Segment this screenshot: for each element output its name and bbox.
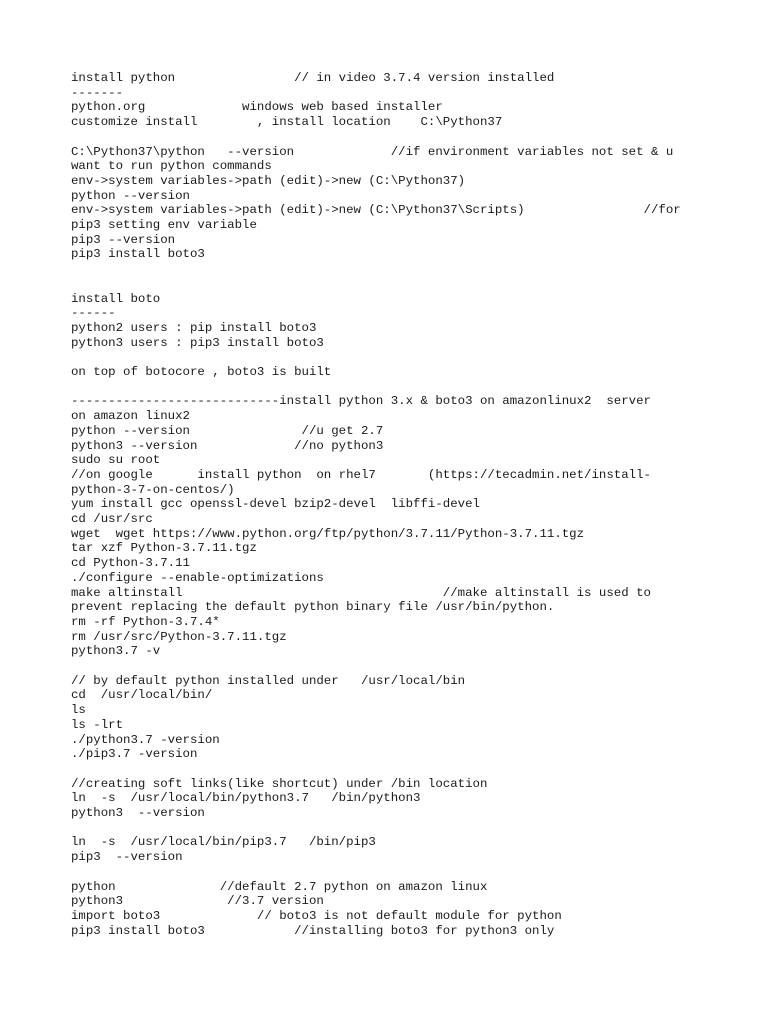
text-line: ----------------------------install python 3.x & boto3 on amazonlinux2 server <box>71 394 651 409</box>
text-line: ./python3.7 -version <box>71 732 220 747</box>
text-line: C:\Python37\python --version //if environment variables not set & u <box>71 144 674 159</box>
text-line: //on google install python on rhel7 (https://tecadmin.net/install- <box>71 467 651 482</box>
text-line: tar xzf Python-3.7.11.tgz <box>71 541 257 556</box>
text-line: wget wget https://www.python.org/ftp/python/3.7.11/Python-3.7.11.tgz <box>71 526 585 541</box>
text-line: ls -lrt <box>71 717 124 732</box>
text-line: python --version //u get 2.7 <box>71 423 384 438</box>
text-line: pip3 --version <box>71 850 183 865</box>
text-line: python.org windows web based installer <box>71 100 443 115</box>
text-line: pip3 setting env variable <box>71 218 257 233</box>
text-line: cd Python-3.7.11 <box>71 556 190 571</box>
text-line: ln -s /usr/local/bin/pip3.7 /bin/pip3 <box>71 835 376 850</box>
text-line: make altinstall //make altinstall is used to <box>71 585 651 600</box>
text-line: python3 --version //no python3 <box>71 438 384 453</box>
text-line: python2 users : pip install boto3 <box>71 320 317 335</box>
blank-line <box>71 277 711 292</box>
text-line: ./configure --enable-optimizations <box>71 570 324 585</box>
text-line: on amazon linux2 <box>71 409 190 424</box>
text-line: install python // in video 3.7.4 version installed <box>71 71 555 85</box>
text-line: python //default 2.7 python on amazon linux <box>71 879 488 894</box>
blank-line <box>71 821 711 836</box>
text-line: ------ <box>71 306 116 321</box>
text-line: customize install , install location C:\Python37 <box>71 115 503 130</box>
text-line: // by default python installed under /usr/local/bin <box>71 673 466 688</box>
text-line: python --version <box>71 188 190 203</box>
text-line: ------- <box>71 85 124 100</box>
text-line: pip3 install boto3 //installing boto3 for python3 only <box>71 923 555 938</box>
text-line: python-3-7-on-centos/) <box>71 482 235 497</box>
text-line: want to run python commands <box>71 159 272 174</box>
blank-line <box>71 130 711 145</box>
text-line: rm -rf Python-3.7.4* <box>71 614 220 629</box>
text-line: python3 //3.7 version <box>71 894 324 909</box>
blank-line <box>71 350 711 365</box>
text-line: ln -s /usr/local/bin/python3.7 /bin/python3 <box>71 791 421 806</box>
text-line: prevent replacing the default python binary file /usr/bin/python. <box>71 600 555 615</box>
blank-line <box>71 659 711 674</box>
text-line: env->system variables->path (edit)->new (C:\Python37) <box>71 173 466 188</box>
text-line: //creating soft links(like shortcut) under /bin location <box>71 776 488 791</box>
text-line: env->system variables->path (edit)->new (C:\Python37\Scripts) //for <box>71 203 681 218</box>
blank-line <box>71 865 711 880</box>
blank-line <box>71 262 711 277</box>
text-line: cd /usr/src <box>71 512 153 527</box>
text-line: python3.7 -v <box>71 644 161 659</box>
text-line: sudo su root <box>71 453 161 468</box>
text-line: on top of botocore , boto3 is built <box>71 365 332 379</box>
text-line: pip3 --version <box>71 232 176 247</box>
text-line: ./pip3.7 -version <box>71 747 198 762</box>
text-line: import boto3 // boto3 is not default module for python <box>71 908 562 923</box>
text-line: python3 --version <box>71 806 205 821</box>
text-line: cd /usr/local/bin/ <box>71 688 213 703</box>
text-line: pip3 install boto3 <box>71 247 205 262</box>
document-page <box>71 71 711 938</box>
blank-line <box>71 380 711 395</box>
text-line: yum install gcc openssl-devel bzip2-devel libffi-devel <box>71 497 480 512</box>
text-line: python3 users : pip3 install boto3 <box>71 335 324 350</box>
text-line: install boto <box>71 291 161 306</box>
text-line: rm /usr/src/Python-3.7.11.tgz <box>71 629 287 644</box>
text-line: ls <box>71 703 86 718</box>
blank-line <box>71 762 711 777</box>
